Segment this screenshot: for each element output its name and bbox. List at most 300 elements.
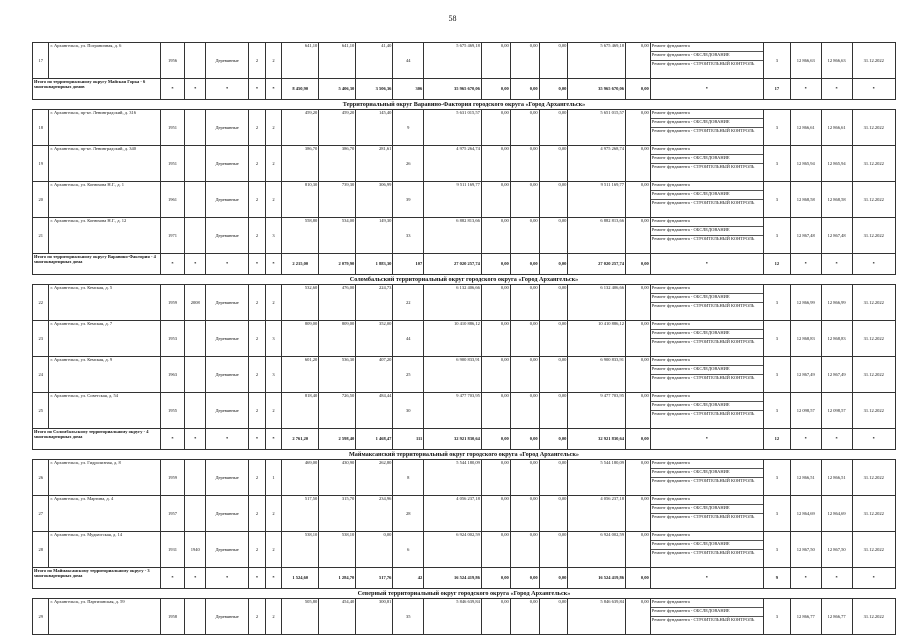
work-types	[650, 393, 763, 429]
house-row	[33, 496, 896, 532]
house-address: г. Архангельск, ул. Пограничная, д. 6	[49, 43, 160, 79]
house-cell: 18	[33, 110, 49, 146]
house-cell: 19	[33, 146, 49, 182]
house-cell: Деревянные	[205, 599, 248, 635]
house-cell: 0,00	[626, 496, 651, 532]
work-types	[650, 496, 763, 532]
house-tail-cell: 31.12.2022	[852, 110, 895, 146]
work-types	[650, 285, 763, 321]
work-type-control: Ремонт фундамента - СТРОИТЕЛЬНЫЙ КОНТРОЛЬ	[651, 478, 755, 483]
house-cell: 538,10	[319, 532, 356, 568]
house-cell: 281,61	[356, 146, 393, 182]
work-type-survey: Ремонт фундамента - ОБСЛЕДОВАНИЕ	[651, 330, 763, 339]
house-row	[33, 146, 896, 182]
house-cell: 10 410 886,12	[424, 321, 482, 357]
house-cell: 26	[393, 146, 424, 182]
house-cell: 41,40	[356, 43, 393, 79]
work-type-repair: Ремонт фундамента	[651, 393, 763, 402]
house-cell: 23	[33, 321, 49, 357]
house-cell: 0,00	[539, 393, 568, 429]
house-tail-cell: 3	[764, 393, 791, 429]
house-tail-cell: 3	[764, 532, 791, 568]
house-cell	[185, 218, 206, 254]
house-address: г. Архангельск, ул. Кемская, д. 9	[49, 357, 160, 393]
house-cell	[185, 110, 206, 146]
house-tail-cell: 3	[764, 218, 791, 254]
house-cell: 3	[265, 218, 281, 254]
house-cell: 44	[393, 321, 424, 357]
house-cell: 1951	[160, 110, 185, 146]
total-cell: *	[160, 568, 185, 589]
house-cell: 1931	[160, 532, 185, 568]
work-type-repair: Ремонт фундамента	[651, 460, 763, 469]
house-tail-cell: 3	[764, 285, 791, 321]
house-cell: 0,00	[481, 357, 510, 393]
total-cell: 27 020 257,74	[568, 254, 626, 275]
house-cell: Деревянные	[205, 110, 248, 146]
house-tail-cell: 12 865,94	[821, 146, 852, 182]
total-cell: *	[185, 79, 206, 100]
house-cell: 0,00	[510, 218, 539, 254]
house-cell: Деревянные	[205, 43, 248, 79]
house-tail-cell: 12 868,83	[790, 321, 821, 357]
housing-repair-table	[32, 42, 896, 635]
house-cell	[185, 146, 206, 182]
house-cell: 9 477 703,95	[424, 393, 482, 429]
house-tail-cell: 3	[764, 110, 791, 146]
house-tail-cell: 3	[764, 146, 791, 182]
house-cell: 6 132 406,66	[568, 285, 626, 321]
house-row	[33, 460, 896, 496]
house-cell: 0,00	[510, 43, 539, 79]
work-type-survey: Ремонт фундамента - ОБСЛЕДОВАНИЕ	[651, 402, 763, 411]
house-cell: 29	[33, 599, 49, 635]
work-type-survey: Ремонт фундамента - ОБСЛЕДОВАНИЕ	[651, 119, 763, 128]
district-total-row	[33, 429, 896, 450]
total-cell: 16 524 419,86	[424, 568, 482, 589]
house-cell: 262,80	[356, 460, 393, 496]
house-cell: 4 056 237,18	[424, 496, 482, 532]
total-cell: 0,00	[539, 429, 568, 450]
house-cell: 0,00	[539, 532, 568, 568]
house-cell: 407,20	[356, 357, 393, 393]
house-cell: 0,00	[481, 599, 510, 635]
work-type-repair: Ремонт фундамента	[651, 321, 763, 330]
house-row	[33, 218, 896, 254]
house-row	[33, 599, 896, 635]
house-cell: 6 882 813,66	[568, 218, 626, 254]
district-header-row	[33, 100, 896, 110]
house-cell: 0,00	[539, 110, 568, 146]
work-types	[650, 43, 763, 79]
house-cell: 1956	[160, 43, 185, 79]
work-type-control: Ремонт фундамента - СТРОИТЕЛЬНЫЙ КОНТРОЛЬ	[651, 617, 755, 622]
total-cell: 2 598,40	[319, 429, 356, 450]
house-cell: 149,30	[356, 218, 393, 254]
house-cell: 5 846 639,84	[424, 599, 482, 635]
house-tail-cell: 3	[764, 43, 791, 79]
house-cell: Деревянные	[205, 532, 248, 568]
house-tail-cell: 31.12.2022	[852, 393, 895, 429]
house-cell: 6	[393, 532, 424, 568]
total-cell: *	[650, 254, 763, 275]
house-cell: 30	[393, 393, 424, 429]
house-address: г. Архангельск, ул. Кемская, д. 7	[49, 321, 160, 357]
house-cell: 476,00	[319, 285, 356, 321]
house-cell: 2	[265, 599, 281, 635]
work-type-repair: Ремонт фундамента	[651, 110, 763, 119]
house-cell: 5 675 469,18	[568, 43, 626, 79]
house-tail-cell: 31.12.2022	[852, 599, 895, 635]
work-type-control: Ремонт фундамента - СТРОИТЕЛЬНЫЙ КОНТРОЛЬ	[651, 411, 755, 416]
house-cell: 532,60	[282, 285, 319, 321]
house-tail-cell: 12 867,50	[790, 532, 821, 568]
work-type-repair: Ремонт фундамента	[651, 285, 763, 294]
house-cell: 352,00	[356, 321, 393, 357]
house-cell: 0,00	[510, 110, 539, 146]
house-tail-cell: 3	[764, 460, 791, 496]
work-type-control: Ремонт фундамента - СТРОИТЕЛЬНЫЙ КОНТРОЛЬ	[651, 128, 755, 133]
house-cell: 4 975 264,74	[424, 146, 482, 182]
house-cell: 2	[249, 146, 265, 182]
house-tail-cell: 12 866,63	[790, 43, 821, 79]
district-header-row	[33, 275, 896, 285]
house-cell: Деревянные	[205, 393, 248, 429]
total-tail-cell: *	[821, 568, 852, 589]
house-cell: 2	[249, 357, 265, 393]
total-cell: *	[265, 254, 281, 275]
total-cell: 306	[393, 79, 424, 100]
house-cell: 2	[249, 285, 265, 321]
house-cell: 2	[249, 110, 265, 146]
house-cell: Деревянные	[205, 357, 248, 393]
total-cell: 0,00	[539, 254, 568, 275]
house-cell: Деревянные	[205, 146, 248, 182]
house-cell: 145,40	[356, 110, 393, 146]
work-type-repair: Ремонт фундамента	[651, 532, 763, 541]
total-cell: 0,00	[626, 568, 651, 589]
total-cell: *	[185, 429, 206, 450]
total-cell: *	[249, 568, 265, 589]
work-types	[650, 460, 763, 496]
house-cell: 44	[393, 43, 424, 79]
work-types	[650, 321, 763, 357]
district-total-row	[33, 568, 896, 589]
house-cell: 2	[249, 218, 265, 254]
house-tail-cell: 31.12.2022	[852, 146, 895, 182]
house-row	[33, 532, 896, 568]
work-type-repair: Ремонт фундамента	[651, 599, 763, 608]
total-cell: 35 965 670,06	[424, 79, 482, 100]
house-cell	[185, 321, 206, 357]
house-cell: 1953	[160, 321, 185, 357]
house-tail-cell: 31.12.2022	[852, 218, 895, 254]
house-cell: 459,20	[282, 110, 319, 146]
house-cell: 27	[33, 496, 49, 532]
house-cell: 484,44	[356, 393, 393, 429]
house-cell: 641,10	[282, 43, 319, 79]
house-cell: 0,00	[626, 146, 651, 182]
house-cell: 0,00	[539, 146, 568, 182]
total-tail-cell: 9	[764, 568, 791, 589]
house-cell: 0,00	[481, 43, 510, 79]
total-cell: 8 450,90	[282, 79, 319, 100]
house-tail-cell: 31.12.2022	[852, 182, 895, 218]
house-tail-cell: 31.12.2022	[852, 357, 895, 393]
house-cell: 2	[249, 182, 265, 218]
house-cell: 28	[33, 532, 49, 568]
house-tail-cell: 12 868,83	[821, 321, 852, 357]
house-cell: 25	[393, 357, 424, 393]
total-cell: *	[205, 79, 248, 100]
house-tail-cell: 12 866,99	[821, 285, 852, 321]
house-cell: 818,40	[282, 393, 319, 429]
house-cell: 10 410 886,12	[568, 321, 626, 357]
total-cell: 0,00	[510, 568, 539, 589]
work-type-control: Ремонт фундамента - СТРОИТЕЛЬНЫЙ КОНТРОЛЬ	[651, 303, 755, 308]
house-row	[33, 182, 896, 218]
house-tail-cell: 12 866,61	[821, 110, 852, 146]
house-cell	[185, 43, 206, 79]
total-cell: *	[160, 429, 185, 450]
total-cell: *	[205, 254, 248, 275]
house-cell	[185, 357, 206, 393]
house-cell: 1	[265, 460, 281, 496]
house-cell: 24	[33, 357, 49, 393]
house-cell: 0,00	[626, 182, 651, 218]
house-tail-cell: 12 868,58	[821, 182, 852, 218]
work-type-survey: Ремонт фундамента - ОБСЛЕДОВАНИЕ	[651, 227, 763, 236]
total-cell: 0,00	[481, 79, 510, 100]
house-cell: 0,00	[510, 496, 539, 532]
district-title: Маймаксанский территориальный округ городского округа «Город Архангельск»	[33, 450, 896, 460]
house-cell: 315,70	[319, 496, 356, 532]
total-cell: 0,00	[626, 254, 651, 275]
house-cell: 9 511 169,77	[424, 182, 482, 218]
house-tail-cell: 12 866,99	[790, 285, 821, 321]
house-address: г. Архангельск, пр-кт. Ленинградский, д. 340	[49, 146, 160, 182]
house-cell: 538,10	[282, 532, 319, 568]
house-cell: 1959	[160, 285, 185, 321]
house-cell: 1957	[160, 496, 185, 532]
house-cell: 5 675 469,18	[424, 43, 482, 79]
work-type-survey: Ремонт фундамента - ОБСЛЕДОВАНИЕ	[651, 191, 763, 200]
house-tail-cell: 31.12.2022	[852, 532, 895, 568]
house-cell: 0,00	[626, 393, 651, 429]
district-header-row	[33, 589, 896, 599]
work-type-survey: Ремонт фундамента - ОБСЛЕДОВАНИЕ	[651, 608, 763, 617]
house-row	[33, 43, 896, 79]
house-tail-cell: 31.12.2022	[852, 496, 895, 532]
house-cell: 0,00	[356, 532, 393, 568]
house-tail-cell: 12 867,49	[790, 357, 821, 393]
total-cell: *	[205, 429, 248, 450]
house-tail-cell: 12 866,77	[821, 599, 852, 635]
house-tail-cell: 12 866,51	[821, 460, 852, 496]
house-cell: 0,00	[626, 460, 651, 496]
house-cell: 739,30	[319, 182, 356, 218]
house-cell: 0,00	[510, 393, 539, 429]
house-tail-cell: 12 864,69	[790, 496, 821, 532]
house-cell: 2	[265, 393, 281, 429]
house-cell: 2	[249, 43, 265, 79]
district-total-row	[33, 254, 896, 275]
total-cell: *	[249, 254, 265, 275]
total-tail-cell: *	[790, 568, 821, 589]
house-cell: 2	[249, 460, 265, 496]
total-cell: 0,00	[481, 254, 510, 275]
house-cell: 0,00	[539, 43, 568, 79]
house-cell: 558,80	[282, 218, 319, 254]
total-tail-cell: 17	[764, 79, 791, 100]
district-total-row	[33, 79, 896, 100]
house-cell	[185, 460, 206, 496]
house-tail-cell: 12 867,49	[821, 357, 852, 393]
work-type-survey: Ремонт фундамента - ОБСЛЕДОВАНИЕ	[651, 505, 763, 514]
house-cell: 469,00	[282, 460, 319, 496]
total-tail-cell: *	[790, 79, 821, 100]
house-cell: 0,00	[539, 599, 568, 635]
total-tail-cell: *	[852, 568, 895, 589]
house-cell: 306,99	[356, 182, 393, 218]
total-cell: 0,00	[626, 79, 651, 100]
page-number: 58	[448, 14, 457, 23]
house-cell: 0,00	[626, 285, 651, 321]
total-cell: 0,00	[626, 429, 651, 450]
district-header-row	[33, 450, 896, 460]
work-types	[650, 357, 763, 393]
total-cell: 107	[393, 254, 424, 275]
work-type-control: Ремонт фундамента - СТРОИТЕЛЬНЫЙ КОНТРОЛЬ	[651, 164, 755, 169]
district-title: Территориальный округ Варавино-Фактория городского округа «Город Архангельск»	[33, 100, 896, 110]
house-cell: 0,00	[539, 357, 568, 393]
total-tail-cell: *	[790, 254, 821, 275]
work-type-control: Ремонт фундамента - СТРОИТЕЛЬНЫЙ КОНТРОЛЬ	[651, 339, 755, 344]
house-cell: 5 544 180,09	[424, 460, 482, 496]
house-cell: 2	[265, 110, 281, 146]
house-address: г. Архангельск, ул. Мудьюгская, д. 14	[49, 532, 160, 568]
house-cell	[185, 599, 206, 635]
house-cell: 2	[265, 532, 281, 568]
house-cell: 726,50	[319, 393, 356, 429]
work-type-repair: Ремонт фундамента	[651, 357, 763, 366]
house-cell: Деревянные	[205, 460, 248, 496]
total-cell: *	[650, 429, 763, 450]
work-type-repair: Ремонт фундамента	[651, 146, 763, 155]
total-cell: *	[265, 568, 281, 589]
house-tail-cell: 31.12.2022	[852, 43, 895, 79]
house-cell	[185, 496, 206, 532]
house-cell: 0,00	[481, 218, 510, 254]
work-type-repair: Ремонт фундамента	[651, 182, 763, 191]
total-tail-cell: 12	[764, 429, 791, 450]
house-cell: 9 477 703,95	[568, 393, 626, 429]
total-cell: 1 468,47	[356, 429, 393, 450]
total-cell: 0,00	[539, 568, 568, 589]
work-type-survey: Ремонт фундамента - ОБСЛЕДОВАНИЕ	[651, 52, 763, 61]
house-cell: 2008	[185, 285, 206, 321]
total-label: Итого по территориальному округу Майская Горка - 6 многоквартирных домов	[33, 79, 161, 100]
total-tail-cell: *	[821, 429, 852, 450]
total-cell: *	[160, 79, 185, 100]
house-cell: 641,10	[319, 43, 356, 79]
house-cell: 0,00	[539, 460, 568, 496]
house-tail-cell: 12 864,69	[821, 496, 852, 532]
house-cell: 6 900 833,91	[568, 357, 626, 393]
house-cell: 2	[265, 496, 281, 532]
house-tail-cell: 12 868,58	[790, 182, 821, 218]
house-cell: 809,00	[282, 321, 319, 357]
house-cell: 2	[249, 321, 265, 357]
house-cell: 0,00	[539, 321, 568, 357]
house-cell: 0,00	[626, 357, 651, 393]
house-address: г. Архангельск, ул. Советская, д. 54	[49, 393, 160, 429]
house-cell: 1940	[185, 532, 206, 568]
total-cell: *	[650, 79, 763, 100]
house-cell: 0,00	[539, 182, 568, 218]
house-cell: 0,00	[481, 460, 510, 496]
total-tail-cell: *	[790, 429, 821, 450]
house-cell: 4 056 237,18	[568, 496, 626, 532]
house-cell: 386,70	[282, 146, 319, 182]
house-cell: 0,00	[626, 321, 651, 357]
house-tail-cell: 12 098,57	[790, 393, 821, 429]
total-cell: 0,00	[510, 254, 539, 275]
house-cell: 0,00	[481, 146, 510, 182]
house-cell: 28	[393, 496, 424, 532]
work-type-repair: Ремонт фундамента	[651, 496, 763, 505]
house-tail-cell: 12 867,48	[821, 218, 852, 254]
house-cell: 0,00	[510, 532, 539, 568]
house-cell: 3	[265, 357, 281, 393]
total-cell: *	[265, 79, 281, 100]
house-cell	[185, 393, 206, 429]
house-cell: 33	[393, 218, 424, 254]
house-cell: 3	[265, 321, 281, 357]
house-tail-cell: 12 098,57	[821, 393, 852, 429]
house-cell: 6 132 406,66	[424, 285, 482, 321]
house-cell: Деревянные	[205, 496, 248, 532]
total-cell: *	[249, 79, 265, 100]
house-cell: 0,00	[539, 496, 568, 532]
house-cell	[185, 182, 206, 218]
house-cell: Деревянные	[205, 321, 248, 357]
house-row	[33, 285, 896, 321]
house-cell: 9 511 169,77	[568, 182, 626, 218]
total-cell: *	[160, 254, 185, 275]
district-title: Соломбальский территориальный округ городского округа «Город Архангельск»	[33, 275, 896, 285]
total-cell: 5 406,30	[319, 79, 356, 100]
work-type-survey: Ремонт фундамента - ОБСЛЕДОВАНИЕ	[651, 541, 763, 550]
house-tail-cell: 3	[764, 357, 791, 393]
house-cell: 810,30	[282, 182, 319, 218]
house-address: г. Архангельск, ул. Партизанская, д. 59	[49, 599, 160, 635]
house-tail-cell: 31.12.2022	[852, 460, 895, 496]
house-cell: 2	[249, 599, 265, 635]
work-type-repair: Ремонт фундамента	[651, 218, 763, 227]
house-cell: 300,81	[356, 599, 393, 635]
house-cell: 0,00	[510, 599, 539, 635]
house-cell: 0,00	[510, 321, 539, 357]
total-cell: 0,00	[481, 429, 510, 450]
house-cell: 5 651 015,57	[568, 110, 626, 146]
total-cell: 0,00	[539, 79, 568, 100]
total-cell: *	[185, 254, 206, 275]
house-address: г. Архангельск, ул. Кемская, д. 5	[49, 285, 160, 321]
house-cell: 1958	[160, 599, 185, 635]
house-cell: 5 631 015,57	[424, 110, 482, 146]
house-address: г. Архангельск, ул. Гидролизная, д. 8	[49, 460, 160, 496]
